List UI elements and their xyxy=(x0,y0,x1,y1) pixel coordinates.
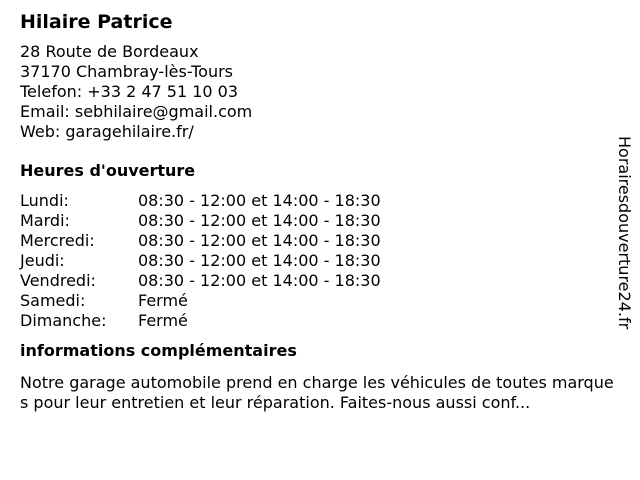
hours-day: Dimanche: xyxy=(20,311,107,330)
web-line: Web: garagehilaire.fr/ xyxy=(20,122,194,141)
hours-day: Mardi: xyxy=(20,211,70,230)
hours-time: 08:30 - 12:00 et 14:00 - 18:30 xyxy=(138,191,381,210)
hours-time: Fermé xyxy=(138,311,188,330)
hours-time: Fermé xyxy=(138,291,188,310)
hours-row-tuesday xyxy=(20,211,610,231)
hours-day: Vendredi: xyxy=(20,271,96,290)
site-watermark: Horairesdouverture24.fr xyxy=(615,136,634,330)
business-name: Hilaire Patrice xyxy=(20,11,173,33)
hours-row-saturday xyxy=(20,291,610,311)
hours-row-wednesday xyxy=(20,231,610,251)
business-card xyxy=(20,10,614,413)
hours-day: Samedi: xyxy=(20,291,86,310)
address-street: 28 Route de Bordeaux xyxy=(20,42,199,61)
hours-time: 08:30 - 12:00 et 14:00 - 18:30 xyxy=(138,231,381,250)
hours-day: Lundi: xyxy=(20,191,69,210)
info-description: Notre garage automobile prend en charge les véhicules de toutes marques pour leur entretien et leur réparation. Faites-nous aussi conf... xyxy=(20,373,614,412)
hours-time: 08:30 - 12:00 et 14:00 - 18:30 xyxy=(138,271,381,290)
hours-title: Heures d'ouverture xyxy=(20,161,196,180)
address-city: 37170 Chambray-lès-Tours xyxy=(20,62,234,81)
hours-row-monday xyxy=(20,191,610,211)
hours-row-friday xyxy=(20,271,610,291)
hours-row-sunday xyxy=(20,311,610,331)
phone-line: Telefon: +33 2 47 51 10 03 xyxy=(20,82,239,101)
hours-day: Mercredi: xyxy=(20,231,95,250)
hours-row-thursday xyxy=(20,251,610,271)
email-line: Email: sebhilaire@gmail.com xyxy=(20,102,253,121)
info-title: informations complémentaires xyxy=(20,341,297,360)
hours-time: 08:30 - 12:00 et 14:00 - 18:30 xyxy=(138,211,381,230)
hours-table xyxy=(20,191,610,331)
hours-day: Jeudi: xyxy=(20,251,65,270)
hours-time: 08:30 - 12:00 et 14:00 - 18:30 xyxy=(138,251,381,270)
